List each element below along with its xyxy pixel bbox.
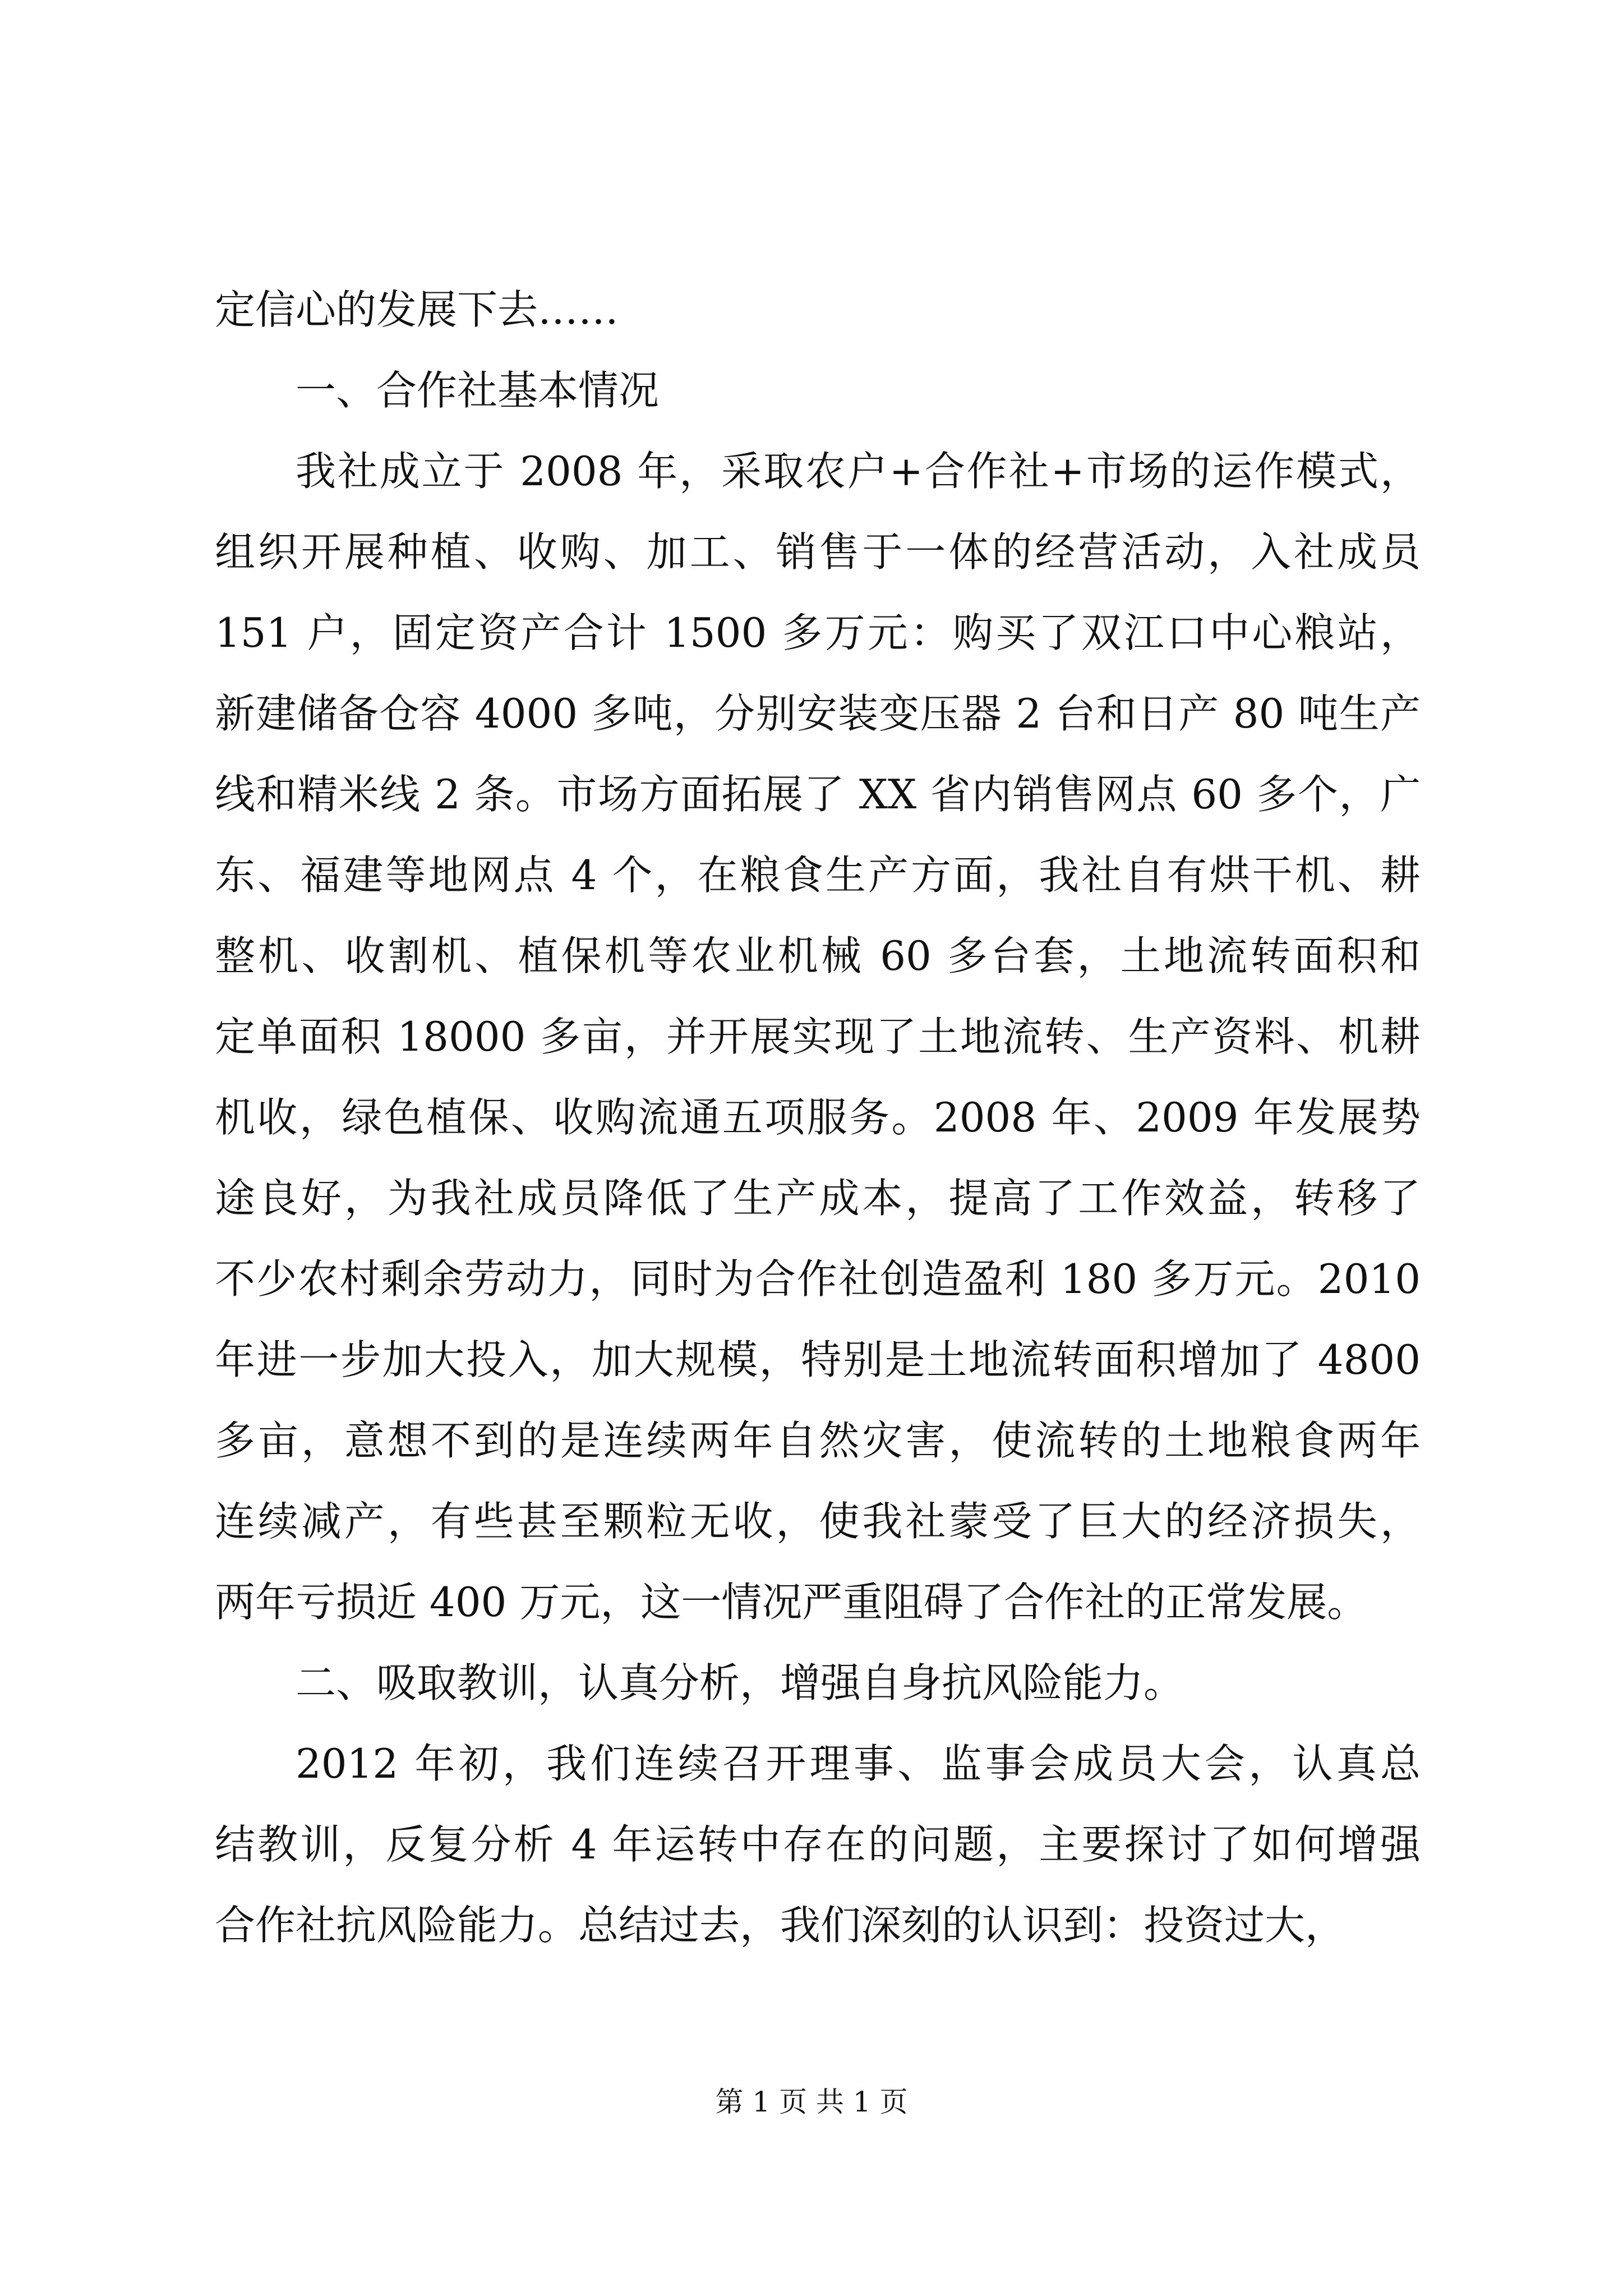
- document-body: [215, 269, 1421, 1966]
- text-line: 定信心的发展下去……: [215, 286, 619, 333]
- text-line: 不少农村剩余劳动力，同时为合作社创造盈利 180 多万元。2010: [215, 1255, 1421, 1303]
- text-line: 途良好，为我社成员降低了生产成本，提高了工作效益，转移了: [215, 1175, 1421, 1222]
- text-line: 两年亏损近 400 万元，这一情况严重阻碍了合作社的正常发展。: [215, 1579, 1368, 1626]
- text-line: 151 户，固定资产合计 1500 多万元：购买了双江口中心粮站，: [215, 609, 1421, 656]
- text-line: 新建储备仓容 4000 多吨，分别安装变压器 2 台和日产 80 吨生产: [215, 690, 1421, 737]
- text-line: 组织开展种植、收购、加工、销售于一体的经营活动，入社成员: [215, 528, 1421, 576]
- text-line: 多亩，意想不到的是连续两年自然灾害，使流转的土地粮食两年: [215, 1417, 1421, 1464]
- text-line: 年进一步加大投入，加大规模，特别是土地流转面积增加了 4800: [215, 1336, 1421, 1383]
- text-line: 2012 年初，我们连续召开理事、监事会成员大会，认真总: [296, 1740, 1421, 1787]
- text-line: 连续减产，有些甚至颗粒无收，使我社蒙受了巨大的经济损失，: [215, 1498, 1421, 1545]
- text-line: 机收，绿色植保、收购流通五项服务。2008 年、2009 年发展势: [215, 1094, 1421, 1141]
- text-line: 整机、收割机、植保机等农业机械 60 多台套，土地流转面积和: [215, 932, 1421, 979]
- text-line: 线和精米线 2 条。市场方面拓展了 XX 省内销售网点 60 多个，广: [215, 771, 1421, 818]
- page-footer: 第 1 页 共 1 页: [715, 2086, 908, 2118]
- text-line: 二、吸取教训，认真分析，增强自身抗风险能力。: [296, 1659, 1184, 1706]
- text-line: 一、合作社基本情况: [296, 367, 660, 414]
- text-line: 结教训，反复分析 4 年运转中存在的问题，主要探讨了如何增强: [215, 1821, 1421, 1868]
- text-line: 合作社抗风险能力。总结过去，我们深刻的认识到：投资过大，: [215, 1902, 1346, 1949]
- text-line: 定单面积 18000 多亩，并开展实现了土地流转、生产资料、机耕: [215, 1013, 1421, 1060]
- text-line: 我社成立于 2008 年，采取农户+合作社+市场的运作模式，: [296, 448, 1421, 495]
- text-line: 东、福建等地网点 4 个，在粮食生产方面，我社自有烘干机、耕: [215, 852, 1421, 899]
